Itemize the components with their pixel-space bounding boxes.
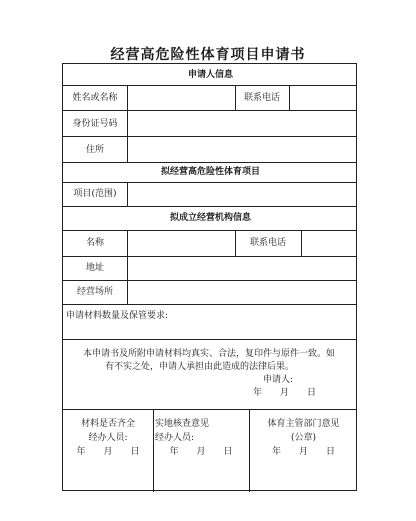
- label-authority-opinion: 体育主管部门意见: [267, 419, 340, 429]
- label-org-phone: 联系电话: [249, 238, 286, 248]
- application-form: [62, 63, 357, 491]
- label-org-address: 地址: [85, 263, 104, 273]
- label-operator-2: 经办人员:: [155, 433, 195, 443]
- label-seal: (公章): [290, 433, 317, 443]
- date-2: 年 月 日: [169, 447, 233, 457]
- declaration-line-2: 有不实之处，申请人承担由此造成的法律后果。: [105, 362, 295, 372]
- label-venue: 经营场所: [76, 287, 113, 297]
- applicant-signature-label: 申请人:: [263, 375, 294, 385]
- label-applicant-phone: 联系电话: [243, 93, 280, 103]
- section-applicant-info: 申请人信息: [187, 70, 233, 80]
- date-1: 年 月 日: [76, 447, 140, 457]
- label-project-scope: 项目(范围): [73, 189, 117, 199]
- section-project: 拟经营高危险性体育项目: [160, 167, 260, 177]
- label-id-number: 身份证号码: [72, 119, 118, 129]
- label-address: 住所: [85, 145, 104, 155]
- declaration-line-1: 本申请书及所附申请材料均真实、合法，复印件与原件一致。如: [83, 349, 336, 359]
- section-org-info: 拟成立经营机构信息: [169, 213, 251, 223]
- label-materials: 申请材料数量及保管要求:: [66, 311, 169, 321]
- label-name: 姓名或名称: [72, 93, 118, 103]
- label-org-name: 名称: [85, 238, 104, 248]
- date-3: 年 月 日: [271, 447, 335, 457]
- form-title: 经营高危险性体育项目申请书: [110, 47, 306, 63]
- label-site-check: 实地核查意见: [155, 419, 210, 429]
- label-operator-1: 经办人员:: [88, 433, 128, 443]
- declaration-date: 年 月 日: [253, 388, 317, 398]
- label-materials-complete: 材料是否齐全: [80, 419, 135, 429]
